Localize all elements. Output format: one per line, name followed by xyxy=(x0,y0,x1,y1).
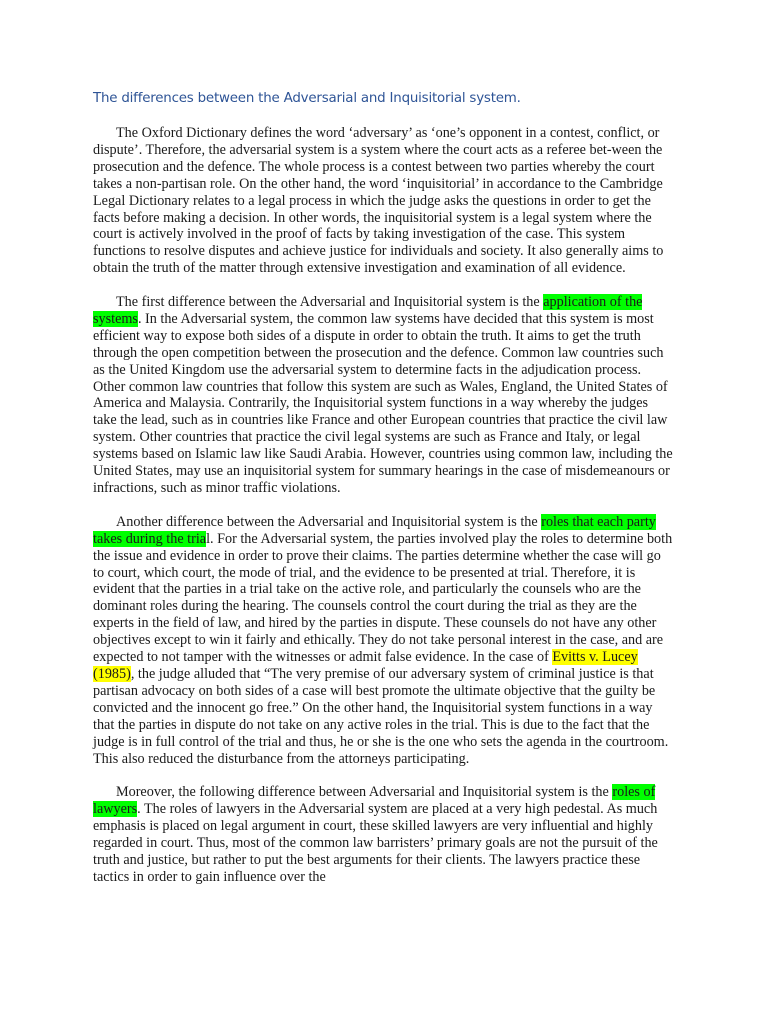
paragraph-roles-of-parties xyxy=(93,514,675,768)
paragraph-text: Moreover, the following difference between Adversarial and Inquisitorial system is the xyxy=(116,784,613,801)
paragraph-application-of-systems xyxy=(93,294,675,497)
paragraph-text: . In the Adversarial system, the common law systems have decided that this system is most efficient way to expose both sides of a dispute in order to obtain the truth. It aims to get the truth through the open competition between the prosecution and the defence. Common law countries such as the United Kingdom use the adversarial system to determine facts in the adjudication process. Other common law countries that follow this system are such as Wales, England, the United States of America and Malaysia. Contrarily, the Inquisitorial system functions in a way whereby the judges take the lead, such as in countries like France and other European countries that practice the civil law system. Other countries that practice the civil legal systems are such as France and Italy, or legal systems based on Islamic law like Saudi Arabia. However, countries using common law, including the United States, may use an inquisitorial system for summary hearings in the case of misdemeanours or infractions, such as minor traffic violations. xyxy=(93,310,673,497)
highlight-application-of-systems: application of the systems xyxy=(93,294,643,327)
highlight-roles-of-lawyers: roles of lawyers xyxy=(93,784,656,818)
highlight-case-citation: Evitts v. Lucey (1985) xyxy=(93,649,638,682)
paragraph-text: Another difference between the Adversarial and Inquisitorial system is the xyxy=(116,513,542,530)
paragraph-text: . The roles of lawyers in the Adversarial system are placed at a very high pedestal. As much emphasis is placed on legal argument in court, these skilled lawyers are very influential and highly regarded in court. Thus, most of the common law barristers’ primary goals are not the pursuit of the truth and justice, but rather to put the best arguments for their clients. The lawyers practice these tactics in order to gain influence over the xyxy=(93,801,658,885)
document-body xyxy=(93,125,675,903)
highlight-roles-of-parties: roles that each party takes during the tria xyxy=(93,513,656,547)
paragraph-introduction xyxy=(93,125,675,277)
paragraph-text: The Oxford Dictionary defines the word ‘adversary’ as ‘one’s opponent in a contest, conflict, or dispute’. Therefore, the adversarial system is a system where the court acts as a referee bet-ween the prosecution and the defence. The whole process is a contest between two parties whereby the court takes a non-partisan role. On the other hand, the word ‘inquisitorial’ in accordance to the Cambridge Legal Dictionary relates to a legal process in which the judge asks the questions in order to get the facts before making a decision. In other words, the inquisitorial system is a legal system where the court is actively involved in the proof of facts by taking investigation of the case. This system functions to resolve disputes and achieve justice for individuals and society. It also generally aims to obtain the truth of the matter through extensive investigation and examination of all evidence. xyxy=(93,125,664,277)
paragraph-roles-of-lawyers xyxy=(93,784,675,885)
document-title: The differences between the Adversarial and Inquisitorial system. xyxy=(93,91,521,106)
paragraph-text: , the judge alluded that “The very premise of our adversary system of criminal justice is that partisan advocacy on both sides of a case will best promote the ultimate objective that the guilty be convicted and the innocent go free.” On the other hand, the Inquisitorial system functions in a way that the parties in dispute do not take on any active roles in the trial. This is due to the fact that the judge is in full control of the trial and thus, he or she is the one who sets the agenda in the courtroom. This also reduced the disturbance from the attorneys participating. xyxy=(93,665,669,767)
paragraph-text: l. For the Adversarial system, the parties involved play the roles to determine both the issue and evidence in order to prove their claims. The parties determine whether the case will go to court, which court, the mode of trial, and the evidence to be presented at trial. Therefore, it is evident that the parties in a trial take on the active role, and particularly the counsels who are the dominant roles during the hearing. The counsels control the court during the trial as they are the experts in the field of law, and hired by the parties in dispute. These counsels do not have any other objectives except to win it fairly and ethically. They do not take personal interest in the case, and are expected to not tamper with the witnesses or admit false evidence. In the case of xyxy=(93,530,673,666)
paragraph-text: The first difference between the Adversarial and Inquisitorial system is the xyxy=(116,294,544,311)
